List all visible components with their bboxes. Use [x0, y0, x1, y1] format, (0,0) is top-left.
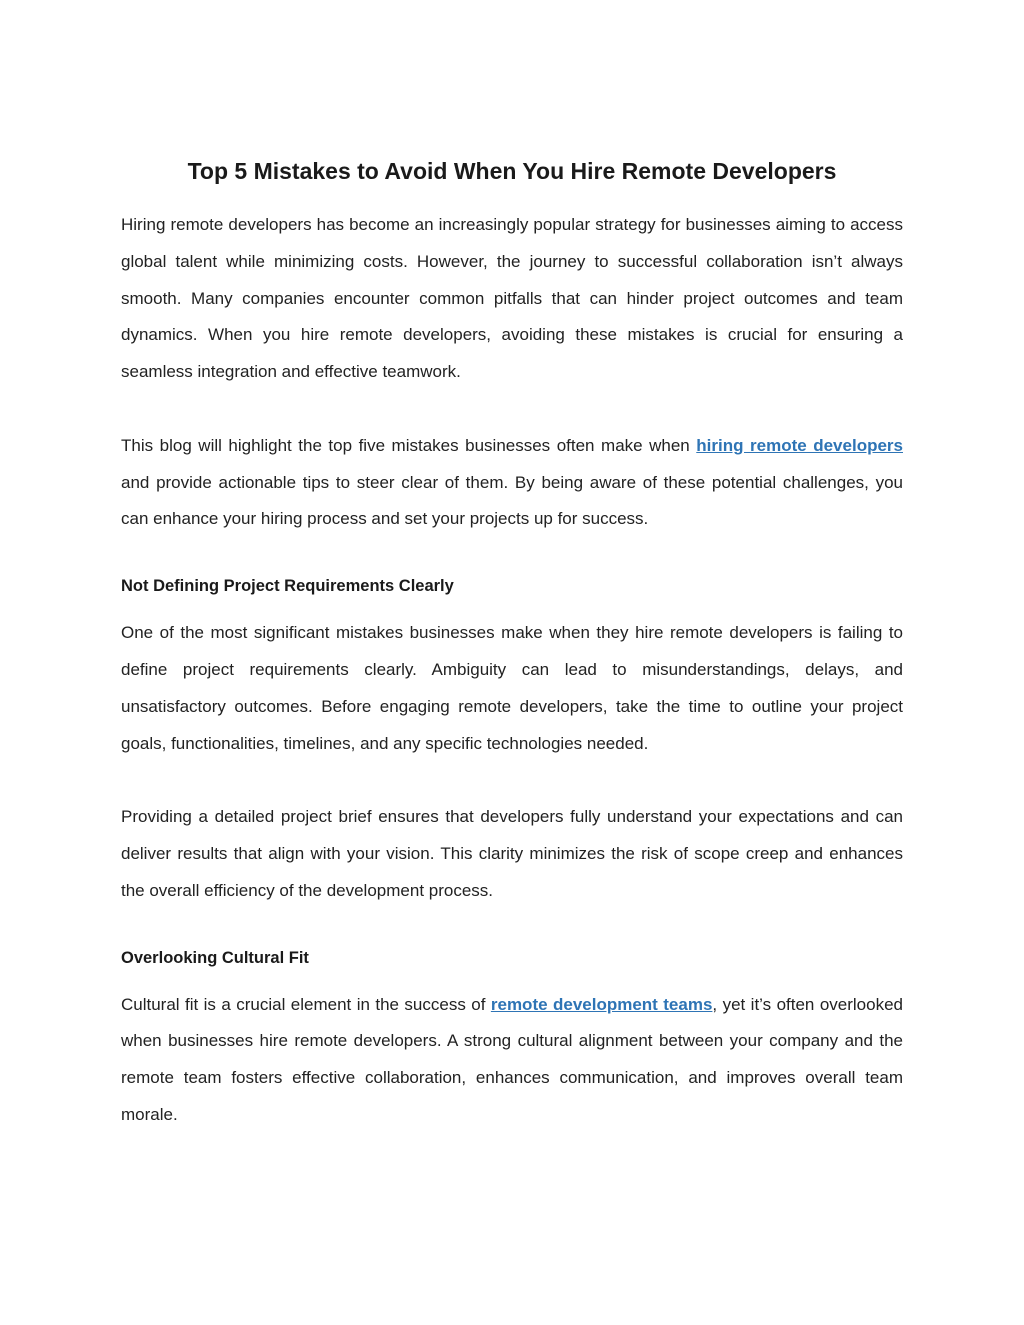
paragraph-spacer: [121, 762, 903, 799]
heading-spacer: [121, 976, 903, 987]
intro-paragraph-1: Hiring remote developers has become an increasingly popular strategy for businesses aiming to access global talent while minimizing costs. However, the journey to successful collaboration isn’t always smooth. Many companies encounter common pitfalls that can hinder project outcomes and team dynamics. When you hire remote developers, avoiding these mistakes is crucial for ensuring a seamless integration and effective teamwork.: [121, 215, 903, 382]
cultural-fit-text-end: , yet it’s often overlooked when businesses hire remote developers. A strong cultural alignment between your company and the remote team fosters effective collaboration, enhances communication, and improves overall team morale.: [121, 994, 903, 1124]
requirements-paragraph-2: Providing a detailed project brief ensures that developers fully understand your expectations and can deliver results that align with your vision. This clarity minimizes the risk of scope creep and enhances the overall efficiency of the development process.: [121, 807, 903, 900]
intro-paragraph-2-text-end: and provide actionable tips to steer clear of them. By being aware of these potential challenges, you can enhance your hiring process and set your projects up for success.: [121, 472, 903, 529]
page-title: Top 5 Mistakes to Avoid When You Hire Remote Developers: [187, 158, 837, 184]
heading-spacer: [121, 604, 903, 615]
remote-development-teams-link[interactable]: remote development teams: [490, 994, 713, 1014]
intro-paragraph-2: [121, 428, 903, 538]
hiring-remote-developers-link[interactable]: hiring remote developers: [696, 435, 903, 455]
requirements-paragraph-1: One of the most significant mistakes businesses make when they hire remote developers is failing to define project requirements clearly. Ambiguity can lead to misunderstandings, delays, and unsatisfactory outcomes. Before engaging remote developers, take the time to outline your project goals, functionalities, timelines, and any specific technologies needed.: [121, 623, 903, 753]
section-spacer: [121, 910, 903, 940]
cultural-fit-text-start: Cultural fit is a crucial element in the success of: [121, 994, 491, 1014]
section-heading-requirements: Not Defining Project Requirements Clearly: [121, 577, 454, 596]
paragraph-spacer: [121, 391, 903, 428]
section-spacer: [121, 538, 903, 568]
article-body: [121, 207, 903, 1134]
cultural-fit-paragraph-1: [121, 987, 903, 1134]
section-heading-cultural-fit: Overlooking Cultural Fit: [121, 948, 309, 967]
intro-paragraph-2-text-start: This blog will highlight the top five mistakes businesses often make when: [121, 435, 697, 455]
